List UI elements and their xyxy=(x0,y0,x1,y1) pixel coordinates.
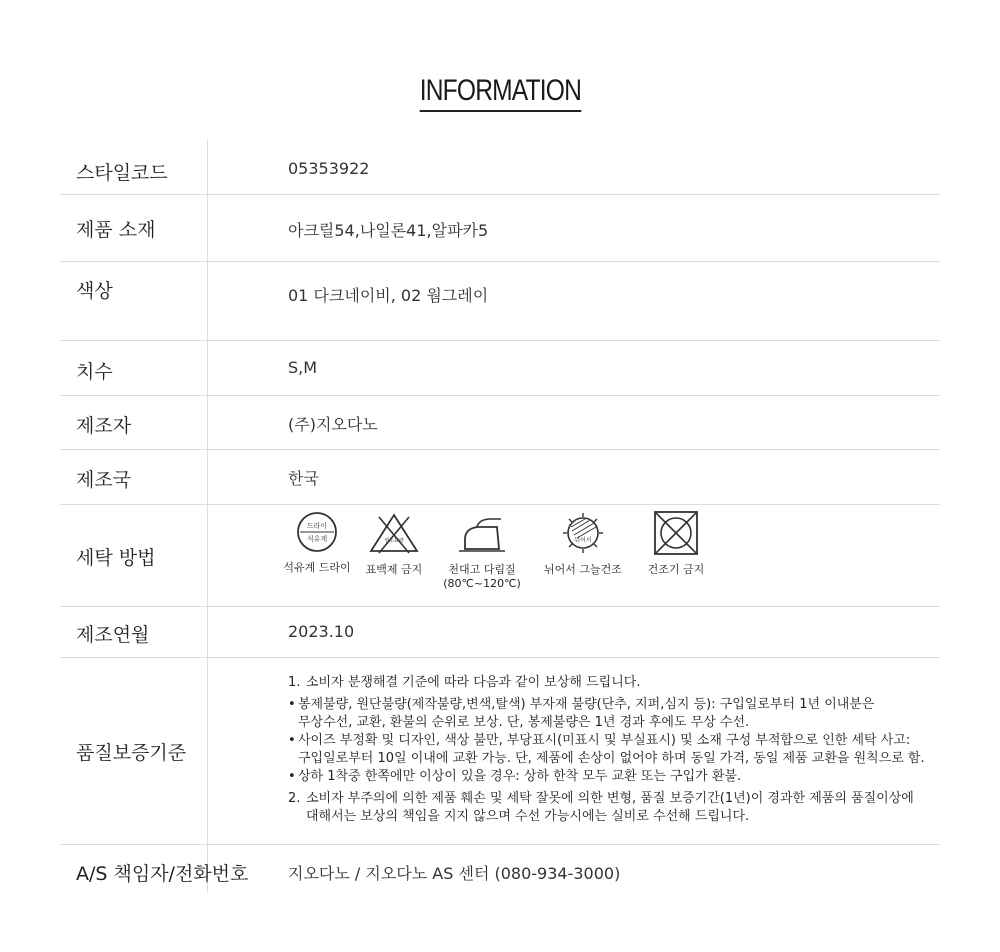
row-size xyxy=(60,341,940,396)
page-title-wrap xyxy=(0,74,1000,112)
value-style-code: 05353922 xyxy=(288,159,370,178)
lay-flat-shade-dry-icon xyxy=(558,511,608,555)
care-item-no-tumble xyxy=(636,511,716,577)
no-bleach-icon xyxy=(367,511,421,555)
row-style-code xyxy=(60,139,940,195)
label-material: 제품 소재 xyxy=(76,219,156,241)
quality-bullet-2-cont: 구입일로부터 10일 이내에 교환 가능. 단, 제품에 손상이 없어야 하며 동일 가격, 동일 제품 교환을 원칙으로 함. xyxy=(298,751,925,766)
value-country: 한국 xyxy=(288,469,319,488)
quality-bullet-3: • 상하 1착중 한쪽에만 이상이 있을 경우: 상하 한착 모두 교환 또는 구입가 환불. xyxy=(288,769,742,784)
row-color xyxy=(60,262,940,341)
label-maker: 제조자 xyxy=(76,415,132,437)
value-size: S,M xyxy=(288,358,318,377)
label-date: 제조연월 xyxy=(76,624,150,646)
care-item-no-bleach xyxy=(358,511,430,577)
care-icons xyxy=(278,511,938,607)
quality-item-2-cont: 대해서는 보상의 책임을 지지 않으며 수선 가능시에는 실비로 수선해 드립니다. xyxy=(306,809,750,824)
label-style-code: 스타일코드 xyxy=(76,162,168,184)
care-label-lay-flat: 뉘어서 그늘건조 xyxy=(544,563,622,576)
no-tumble-dry-icon xyxy=(652,511,700,555)
row-as xyxy=(60,845,940,897)
care-item-iron xyxy=(438,511,526,590)
dry-clean-inner-bottom: 석유계 xyxy=(306,535,328,543)
row-country xyxy=(60,450,940,505)
label-as: A/S 책임자/전화번호 xyxy=(76,863,249,885)
label-size: 치수 xyxy=(76,361,113,383)
row-quality xyxy=(60,658,940,845)
quality-item-1: 1. 소비자 분쟁해결 기준에 따라 다음과 같이 보상해 드립니다. xyxy=(288,675,641,690)
lay-flat-inner: 뉘어서 xyxy=(574,537,592,544)
dry-clean-petroleum-icon xyxy=(294,511,340,553)
row-date xyxy=(60,607,940,658)
page-title: INFORMATION xyxy=(419,74,580,112)
care-label-no-bleach: 표백제 금지 xyxy=(365,563,423,576)
value-as: 지오다노 / 지오다노 AS 센터 (080-934-3000) xyxy=(288,864,621,883)
iron-with-cloth-icon xyxy=(455,511,509,555)
care-label-no-tumble: 건조기 금지 xyxy=(647,563,705,576)
label-quality: 품질보증기준 xyxy=(76,742,187,764)
care-item-lay-flat xyxy=(540,511,626,577)
label-washing: 세탁 방법 xyxy=(76,547,156,569)
care-label-dry-clean: 석유계 드라이 xyxy=(283,561,351,574)
row-washing xyxy=(60,505,940,607)
quality-bullet-2: • 사이즈 부정확 및 디자인, 색상 불만, 부당표시(미표시 및 부실표시) 및 소재 구성 부적합으로 인한 세탁 사고: xyxy=(288,733,911,748)
value-color: 01 다크네이비, 02 웜그레이 xyxy=(288,286,489,305)
no-bleach-inner: 염소표백 xyxy=(384,538,404,544)
value-maker: (주)지오다노 xyxy=(288,415,378,434)
care-item-dry-clean xyxy=(278,511,356,575)
quality-bullet-1-cont: 무상수선, 교환, 환불의 순위로 보상. 단, 봉제불량은 1년 경과 후에도 무상 수선. xyxy=(298,715,750,730)
quality-text xyxy=(288,674,938,826)
label-country: 제조국 xyxy=(76,469,132,491)
value-date: 2023.10 xyxy=(288,622,355,641)
row-maker xyxy=(60,396,940,450)
quality-item-2: 2. 소비자 부주의에 의한 제품 훼손 및 세탁 잘못에 의한 변형, 품질 보증기간(1년)이 경과한 제품의 품질이상에 xyxy=(288,791,914,806)
care-sub-iron: (80℃~120℃) xyxy=(443,577,521,590)
dry-clean-inner-top: 드라이 xyxy=(306,522,328,530)
value-material: 아크릴54,나일론41,알파카5 xyxy=(288,221,489,240)
care-label-iron: 천대고 다림질 xyxy=(448,563,516,576)
info-table xyxy=(60,139,940,897)
quality-bullet-1: • 봉제불량, 원단불량(제작불량,변색,탈색) 부자재 불량(단추, 지퍼,심지 등): 구입일로부터 1년 이내분은 xyxy=(288,697,875,712)
row-material xyxy=(60,195,940,262)
label-color: 색상 xyxy=(76,280,113,302)
